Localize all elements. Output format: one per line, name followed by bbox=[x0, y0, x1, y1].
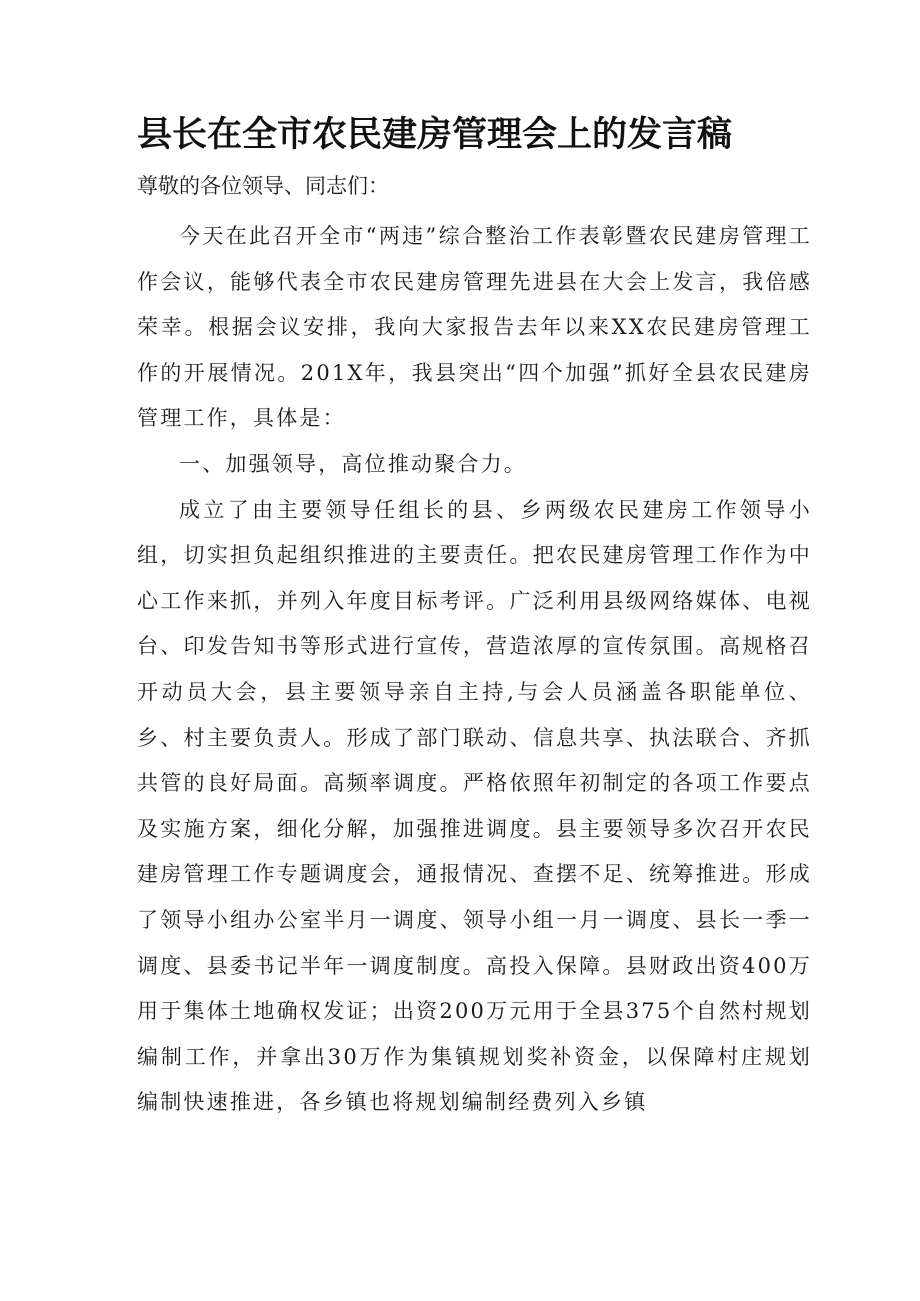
salutation: 尊敬的各位领导、同志们： bbox=[137, 174, 389, 198]
document-body bbox=[137, 214, 812, 1126]
section-heading-1: 一、加强领导，高位推动聚合力。 bbox=[179, 451, 527, 476]
paragraph-intro: 今天在此召开全市“两违”综合整治工作表彰暨农民建房管理工作会议，能够代表全市农民建房管理先进县在大会上发言，我倍感荣幸。根据会议安排，我向大家报告去年以来XX农民建房管理工作的开展情况。201X年，我县突出“四个加强”抓好全县农民建房管理工作，具体是： bbox=[137, 224, 812, 431]
paragraph-section-1: 成立了由主要领导任组长的县、乡两级农民建房工作领导小组，切实担负起组织推进的主要责任。把农民建房管理工作作为中心工作来抓，并列入年度目标考评。广泛利用县级网络媒体、电视台、印发告知书等形式进行宣传，营造浓厚的宣传氛围。高规格召开动员大会，县主要领导亲自主持,与会人员涵盖各职能单位、乡、村主要负责人。形成了部门联动、信息共享、执法联合、齐抓共管的良好局面。高频率调度。严格依照年初制定的各项工作要点及实施方案，细化分解，加强推进调度。县主要领导多次召开农民建房管理工作专题调度会，通报情况、查摆不足、统筹推进。形成了领导小组办公室半月一调度、领导小组一月一调度、县长一季一调度、县委书记半年一调度制度。高投入保障。县财政出资400万用于集体土地确权发证；出资200万元用于全县375个自然村规划编制工作，并拿出30万作为集镇规划奖补资金，以保障村庄规划编制快速推进，各乡镇也将规划编制经费列入乡镇 bbox=[137, 497, 812, 1115]
document-title: 县长在全市农民建房管理会上的发言稿 bbox=[137, 115, 733, 155]
